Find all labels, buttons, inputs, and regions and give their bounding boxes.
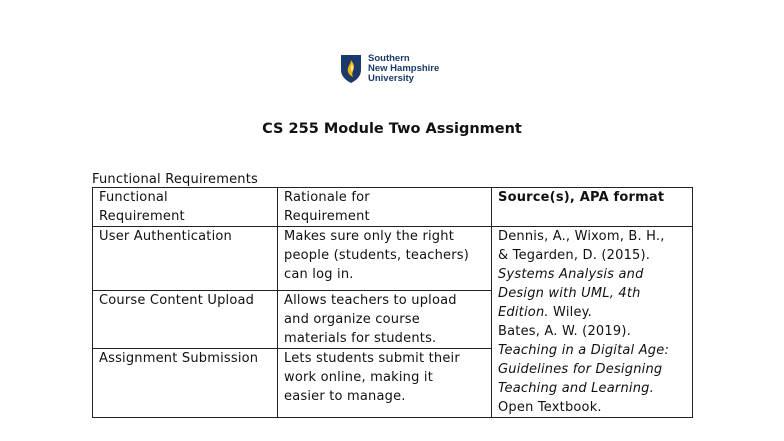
header-text: Requirement (99, 209, 185, 224)
cell-text: and organize course (284, 311, 420, 327)
logo-line-1: Southern (368, 53, 410, 64)
shield-flame-icon (340, 54, 362, 84)
header-rationale (278, 188, 492, 227)
cell-text: Dennis, A., Wixom, B. H., (498, 229, 665, 244)
header-text: Functional (99, 190, 168, 205)
header-text: Source(s), APA format (498, 190, 665, 205)
cell-text: Teaching in a Digital Age: (498, 343, 670, 358)
logo-line-2: New Hampshire (368, 63, 440, 74)
cell-text: Guidelines for Designing (498, 362, 663, 377)
logo-wordmark (368, 54, 439, 84)
university-logo (340, 54, 439, 84)
cell-text: Makes sure only the right (284, 229, 454, 244)
cell-text: & Tegarden, D. (2015). (498, 248, 651, 263)
header-functional-requirement (93, 188, 278, 227)
requirements-table (92, 187, 693, 418)
cell-text: can log in. (284, 267, 354, 282)
cell-text: Design with UML, 4th (498, 286, 641, 301)
cell-text: User Authentication (99, 229, 232, 244)
table-row (93, 227, 693, 291)
cell-plain-text: Wiley. (548, 305, 593, 320)
logo-line-3: University (368, 73, 414, 84)
header-text: Rationale for (284, 190, 370, 205)
section-heading: Functional Requirements (92, 172, 258, 187)
row-divider (93, 310, 277, 349)
cell-text: Open Textbook. (498, 400, 602, 415)
cell-text: materials for students. (278, 329, 491, 349)
cell-text: Course Content Upload (99, 292, 255, 308)
table-header-row (93, 188, 693, 227)
rationale-cell (278, 227, 492, 291)
cell-text: Systems Analysis and (498, 267, 644, 282)
cell-text: Teaching and Learning. (498, 381, 654, 396)
source-cell (492, 227, 693, 418)
header-sources (492, 188, 693, 227)
cell-text: people (students, teachers) (284, 248, 470, 263)
requirement-cell (93, 227, 278, 291)
requirement-cell (93, 290, 278, 417)
rationale-cell (278, 290, 492, 417)
cell-text: Lets students submit their (284, 350, 460, 366)
header-text: Requirement (284, 209, 370, 224)
cell-text: work online, making it (284, 369, 434, 385)
cell-text: Allows teachers to upload (284, 292, 457, 308)
cell-text (498, 303, 686, 322)
page-title: CS 255 Module Two Assignment (262, 121, 522, 137)
cell-text: easier to manage. (284, 388, 406, 404)
cell-text: Bates, A. W. (2019). (498, 324, 631, 339)
cell-italic-text: Edition. (498, 305, 549, 320)
cell-text: Assignment Submission (99, 350, 259, 366)
